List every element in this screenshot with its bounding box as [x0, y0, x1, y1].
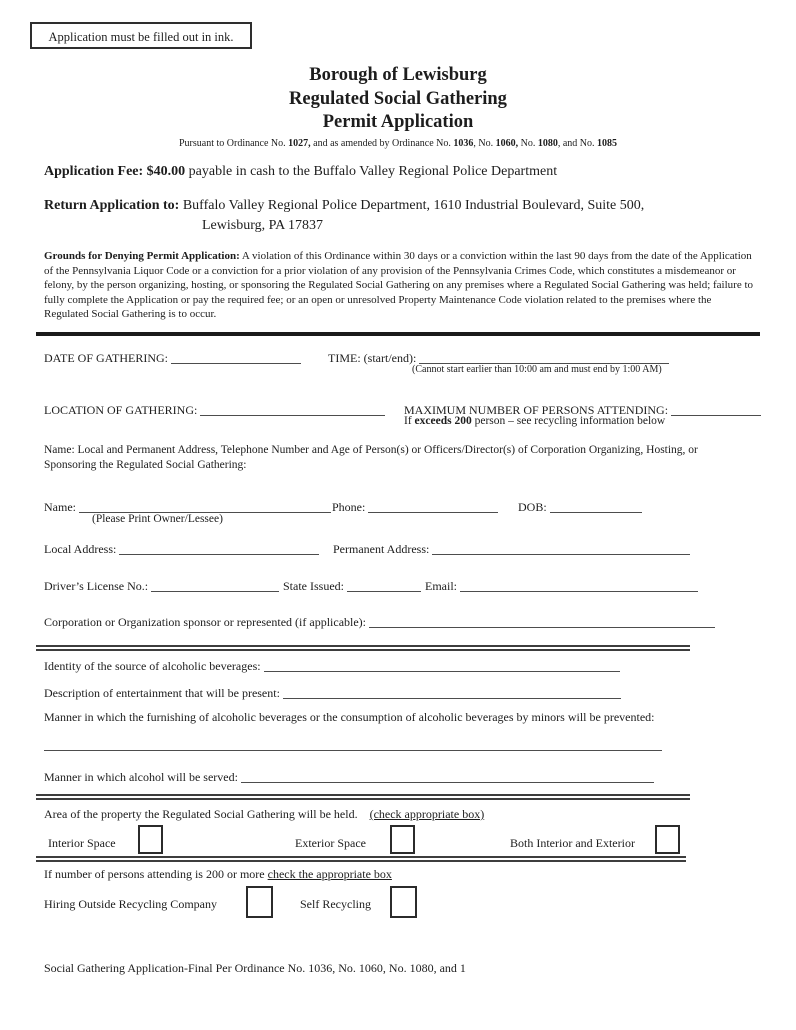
- alcohol-served-label: Manner in which alcohol will be served:: [44, 770, 238, 784]
- section-divider-double: [36, 856, 686, 862]
- state-issued-label: State Issued:: [283, 579, 344, 593]
- date-of-gathering-input[interactable]: [171, 351, 301, 364]
- application-fee-label: Application Fee: $40.00: [44, 164, 186, 179]
- date-of-gathering-label: DATE OF GATHERING:: [44, 351, 168, 365]
- entertainment-input[interactable]: [283, 686, 621, 699]
- both-interior-exterior-label: Both Interior and Exterior: [510, 836, 635, 850]
- alcohol-served-input[interactable]: [241, 770, 654, 783]
- license-row: [44, 577, 457, 594]
- time-label: TIME: (start/end):: [328, 351, 417, 365]
- time-note: (Cannot start earlier than 10:00 am and must end by 1:00 AM): [412, 364, 662, 375]
- recycling-title-row: If number of persons attending is 200 or more check the appropriate box: [44, 867, 392, 881]
- drivers-license-input[interactable]: [151, 579, 279, 592]
- permanent-address-label: Permanent Address:: [333, 542, 430, 556]
- location-row: [44, 401, 669, 418]
- phone-label: Phone:: [332, 500, 366, 514]
- print-owner-note: (Please Print Owner/Lessee): [92, 513, 223, 525]
- exterior-space-checkbox[interactable]: [390, 825, 415, 854]
- return-to-label: Return Application to:: [44, 198, 180, 213]
- hiring-recycling-label: Hiring Outside Recycling Company: [44, 897, 217, 911]
- self-recycling-label: Self Recycling: [300, 897, 371, 911]
- name-input[interactable]: [79, 500, 331, 513]
- alcohol-source-label: Identity of the source of alcoholic beverages:: [44, 659, 261, 673]
- ink-notice-text: Application must be filled out in ink.: [48, 30, 234, 44]
- section-divider-double: [36, 794, 690, 800]
- both-interior-exterior-checkbox[interactable]: [655, 825, 680, 854]
- name-label: Name:: [44, 500, 76, 514]
- dob-input[interactable]: [550, 500, 642, 513]
- local-address-input[interactable]: [119, 542, 319, 555]
- self-recycling-checkbox[interactable]: [390, 886, 417, 918]
- location-input[interactable]: [200, 403, 385, 416]
- max-persons-input[interactable]: [671, 403, 761, 416]
- grounds-paragraph: Grounds for Denying Permit Application: A violation of this Ordinance within 30 days or a conviction within the last 90 days from the date of the Application of the Pennsylvania Liquor Code or a conviction for a prior violation of any provision of the Pennsylvania Crimes Code, which constitutes a misdemeanor or felony, by the person organizing, hosting, or sponsoring the Regulated Social Gathering on any premises where a Regulated Social Gathering was held; failure to fully complete the Application or pay the required fee; or an open or unresolved Property Maintenance Code violation related to the premises where the Regulated Social Gathering is to occur.: [44, 250, 754, 321]
- minors-prevention-input[interactable]: [44, 750, 662, 751]
- interior-space-checkbox[interactable]: [138, 825, 163, 854]
- area-check-note: (check appropriate box): [369, 807, 485, 821]
- area-title: Area of the property the Regulated Social Gathering will be held.: [44, 807, 358, 821]
- hiring-recycling-checkbox[interactable]: [246, 886, 273, 918]
- max-persons-label: MAXIMUM NUMBER OF PERSONS ATTENDING:: [404, 403, 669, 417]
- max-persons-note: If exceeds 200 person – see recycling information below: [404, 415, 666, 427]
- minors-prevention-label: Manner in which the furnishing of alcoholic beverages or the consumption of alcoholic beverages by minors will be prevented:: [44, 710, 655, 724]
- return-application-line: Return Application to: Buffalo Valley Regional Police Department, 1610 Industrial Boulevard, Suite 500, Lewisburg, PA 17837: [44, 196, 756, 236]
- grounds-label: Grounds for Denying Permit Application:: [44, 250, 240, 262]
- address-row: [44, 540, 430, 557]
- recycling-check-note: check the appropriate box: [267, 867, 392, 881]
- local-address-label: Local Address:: [44, 542, 117, 556]
- applicant-instructions: Name: Local and Permanent Address, Telephone Number and Age of Person(s) or Officers/Director(s) of Corporation Organizing, Hosting, or Sponsoring the Regulated Social Gathering:: [44, 444, 698, 471]
- page-title-line2: Regulated Social Gathering: [289, 88, 507, 109]
- exterior-space-label: Exterior Space: [295, 836, 366, 850]
- email-input[interactable]: [460, 579, 698, 592]
- time-input[interactable]: [419, 351, 669, 364]
- corporation-input[interactable]: [369, 615, 715, 628]
- location-label: LOCATION OF GATHERING:: [44, 403, 198, 417]
- alcohol-served-row: [44, 768, 654, 785]
- ink-notice-box: [30, 22, 252, 49]
- area-title-row: [44, 807, 484, 822]
- date-of-gathering-row: [44, 349, 417, 366]
- state-issued-input[interactable]: [347, 579, 421, 592]
- interior-space-label: Interior Space: [48, 836, 116, 850]
- form-header: [0, 64, 796, 149]
- page-title-line1: Borough of Lewisburg: [309, 65, 487, 85]
- dob-label: DOB:: [518, 500, 547, 514]
- return-address-line2: Lewisburg, PA 17837: [202, 218, 323, 233]
- entertainment-label: Description of entertainment that will be present:: [44, 686, 280, 700]
- email-label: Email:: [425, 579, 457, 593]
- page-title-line3: Permit Application: [322, 112, 474, 132]
- section-divider-thick: [36, 332, 760, 336]
- phone-input[interactable]: [368, 500, 498, 513]
- ordinance-subtitle: Pursuant to Ordinance No. 1027, and as amended by Ordinance No. 1036, No. 1060, No. 1080, and No. 1085: [178, 137, 618, 149]
- alcohol-source-row: [44, 657, 620, 674]
- alcohol-source-input[interactable]: [264, 659, 620, 672]
- permanent-address-input[interactable]: [432, 542, 690, 555]
- entertainment-row: [44, 684, 621, 701]
- section-divider-double: [36, 645, 690, 651]
- drivers-license-label: Driver’s License No.:: [44, 579, 149, 593]
- footer-text: Social Gathering Application-Final Per Ordinance No. 1036, No. 1060, No. 1080, and 1: [44, 961, 466, 975]
- corporation-label: Corporation or Organization sponsor or represented (if applicable):: [44, 615, 367, 629]
- application-fee-line: Application Fee: $40.00 payable in cash to the Buffalo Valley Regional Police Department: [44, 164, 558, 179]
- corporation-row: [44, 613, 715, 630]
